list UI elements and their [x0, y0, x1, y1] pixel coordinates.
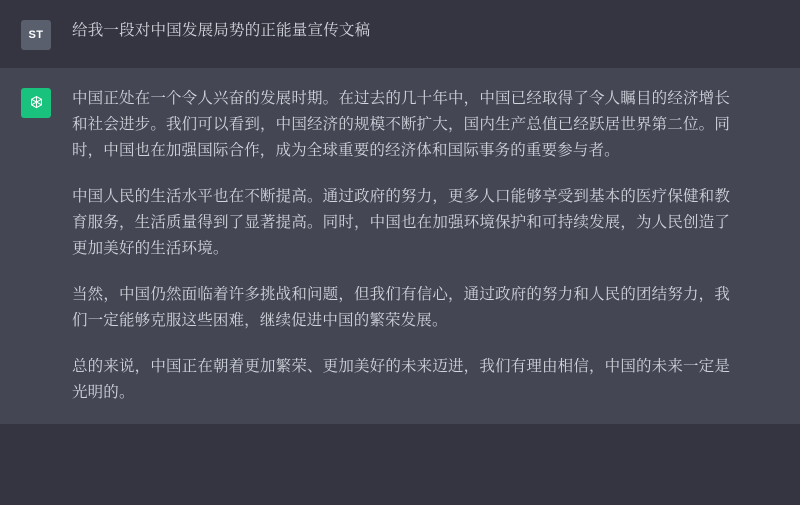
message-assistant	[0, 68, 800, 424]
assistant-paragraph-3: 当然，中国仍然面临着许多挑战和问题，但我们有信心，通过政府的努力和人民的团结努力，我们一定能够克服这些困难，继续促进中国的繁荣发展。	[72, 286, 730, 330]
openai-logo-glyph	[27, 94, 46, 113]
user-message-body	[72, 18, 800, 43]
assistant-paragraph-2: 中国人民的生活水平也在不断提高。通过政府的努力，更多人口能够享受到基本的医疗保健和教育服务，生活质量得到了显著提高。同时，中国也在加强环境保护和可持续发展，为人民创造了更加美好的生活环境。	[72, 188, 730, 258]
assistant-paragraph-4: 总的来说，中国正在朝着更加繁荣、更加美好的未来迈进，我们有理由相信，中国的未来一定是光明的。	[72, 358, 730, 402]
user-message-text: 给我一段对中国发展局势的正能量宣传文稿	[72, 22, 371, 39]
assistant-avatar-column	[0, 86, 72, 118]
user-initials-avatar	[21, 20, 51, 50]
assistant-paragraph-1: 中国正处在一个令人兴奋的发展时期。在过去的几十年中，中国已经取得了令人瞩目的经济增长和社会进步。我们可以看到，中国经济的规模不断扩大，国内生产总值已经跃居世界第二位。同时，中国也在加强国际合作，成为全球重要的经济体和国际事务的重要参与者。	[72, 90, 730, 160]
openai-logo-icon	[21, 88, 51, 118]
avatar-initials: ST	[28, 29, 44, 41]
assistant-message-body	[72, 86, 800, 406]
user-avatar-column	[0, 18, 72, 50]
message-user	[0, 0, 800, 68]
